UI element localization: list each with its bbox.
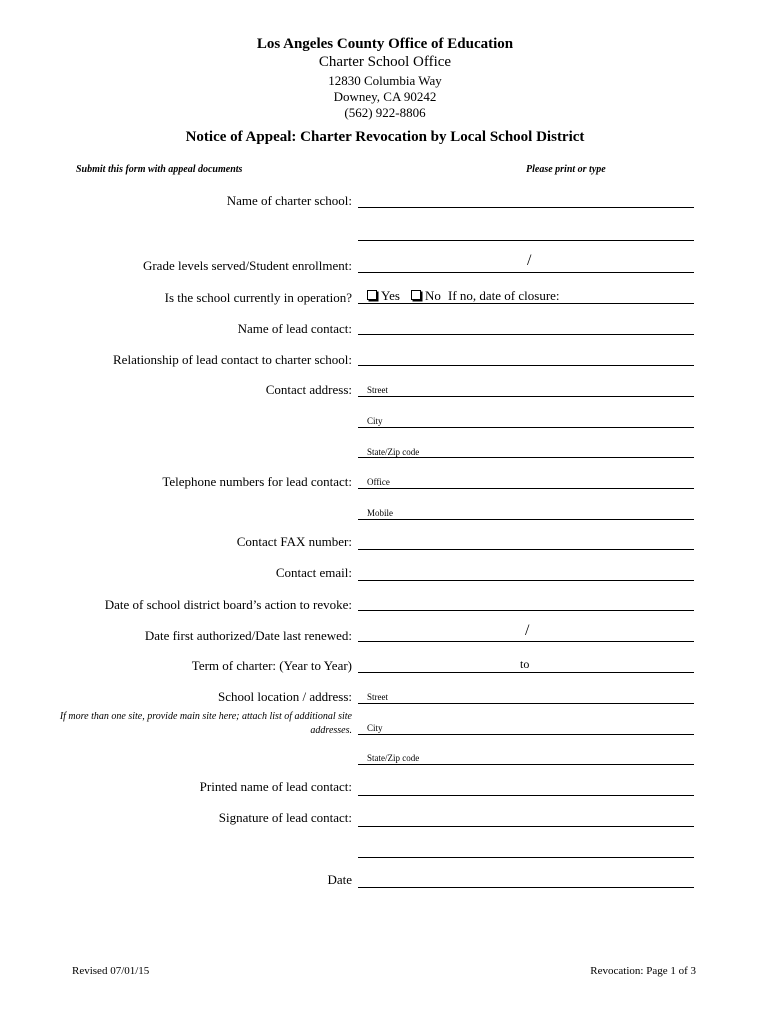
charter-name-field[interactable]: [358, 207, 694, 208]
closure-date-field[interactable]: [358, 303, 694, 304]
print-instruction: Please print or type: [526, 164, 606, 175]
address-state-zip-hint: State/Zip code: [367, 447, 420, 457]
address-city-field[interactable]: [358, 427, 694, 428]
fax-field[interactable]: [358, 549, 694, 550]
location-street-hint: Street: [367, 692, 388, 702]
email-field[interactable]: [358, 580, 694, 581]
lead-contact-label: Name of lead contact:: [237, 321, 352, 336]
date-label: Date: [327, 872, 352, 887]
form-title: Notice of Appeal: Charter Revocation by Local School District: [185, 129, 585, 145]
address-city-hint: City: [367, 416, 383, 426]
location-city-hint: City: [367, 723, 383, 733]
office-name: Charter School Office: [318, 54, 452, 70]
location-city-field[interactable]: [358, 734, 694, 735]
authorized-renewed-separator: /: [525, 622, 530, 639]
printed-name-field[interactable]: [358, 795, 694, 796]
contact-address-label: Contact address:: [265, 382, 352, 397]
page-number: Revocation: Page 1 of 3: [590, 965, 696, 977]
no-label: No: [425, 288, 441, 303]
mobile-phone-field[interactable]: [358, 519, 694, 520]
address-state-zip-field[interactable]: [358, 457, 694, 458]
submit-instruction: Submit this form with appeal documents: [76, 164, 243, 175]
telephone-label: Telephone numbers for lead contact:: [162, 474, 352, 489]
lead-contact-field[interactable]: [358, 334, 694, 335]
closure-date-label: If no, date of closure:: [448, 288, 560, 303]
school-location-note: If more than one site, provide main site here; attach list of additional site addresses.: [59, 711, 352, 736]
grade-levels-field[interactable]: [358, 272, 694, 273]
grade-levels-label: Grade levels served/Student enrollment:: [142, 258, 352, 273]
organization-name: Los Angeles County Office of Education: [256, 36, 514, 52]
office-phone-hint: Office: [367, 477, 390, 487]
printed-name-label: Printed name of lead contact:: [199, 779, 352, 794]
authorized-renewed-field[interactable]: [358, 641, 694, 642]
fax-label: Contact FAX number:: [236, 534, 352, 549]
address-street-field[interactable]: [358, 396, 694, 397]
location-state-zip-hint: State/Zip code: [367, 753, 420, 763]
term-field[interactable]: [358, 672, 694, 673]
school-location-label: School location / address:: [218, 689, 352, 704]
office-phone: (562) 922-8806: [344, 105, 426, 120]
location-street-field[interactable]: [358, 703, 694, 704]
no-checkbox[interactable]: [411, 288, 441, 304]
email-label: Contact email:: [275, 565, 352, 580]
term-label: Term of charter: (Year to Year): [191, 658, 352, 673]
mobile-phone-hint: Mobile: [367, 508, 393, 518]
office-phone-field[interactable]: [358, 488, 694, 489]
authorized-renewed-label: Date first authorized/Date last renewed:: [144, 628, 352, 643]
checkbox-box-icon: [411, 290, 421, 300]
signature-field-2[interactable]: [358, 857, 694, 858]
date-field[interactable]: [358, 887, 694, 888]
revised-date: Revised 07/01/15: [72, 965, 150, 977]
relationship-field[interactable]: [358, 365, 694, 366]
signature-field[interactable]: [358, 826, 694, 827]
yes-checkbox[interactable]: [367, 288, 400, 304]
checkbox-box-icon: [367, 290, 377, 300]
charter-name-field-2[interactable]: [358, 240, 694, 241]
yes-label: Yes: [381, 288, 400, 303]
term-to-separator: to: [520, 657, 530, 671]
relationship-label: Relationship of lead contact to charter school:: [113, 352, 352, 367]
board-action-date-label: Date of school district board’s action to revoke:: [104, 597, 352, 612]
in-operation-label: Is the school currently in operation?: [164, 290, 352, 305]
board-action-date-field[interactable]: [358, 610, 694, 611]
location-state-zip-field[interactable]: [358, 764, 694, 765]
office-city: Downey, CA 90242: [333, 89, 437, 104]
signature-label: Signature of lead contact:: [218, 810, 352, 825]
charter-name-label: Name of charter school:: [226, 193, 352, 208]
grade-enrollment-separator: /: [527, 252, 532, 269]
address-street-hint: Street: [367, 385, 388, 395]
office-street: 12830 Columbia Way: [328, 73, 442, 88]
